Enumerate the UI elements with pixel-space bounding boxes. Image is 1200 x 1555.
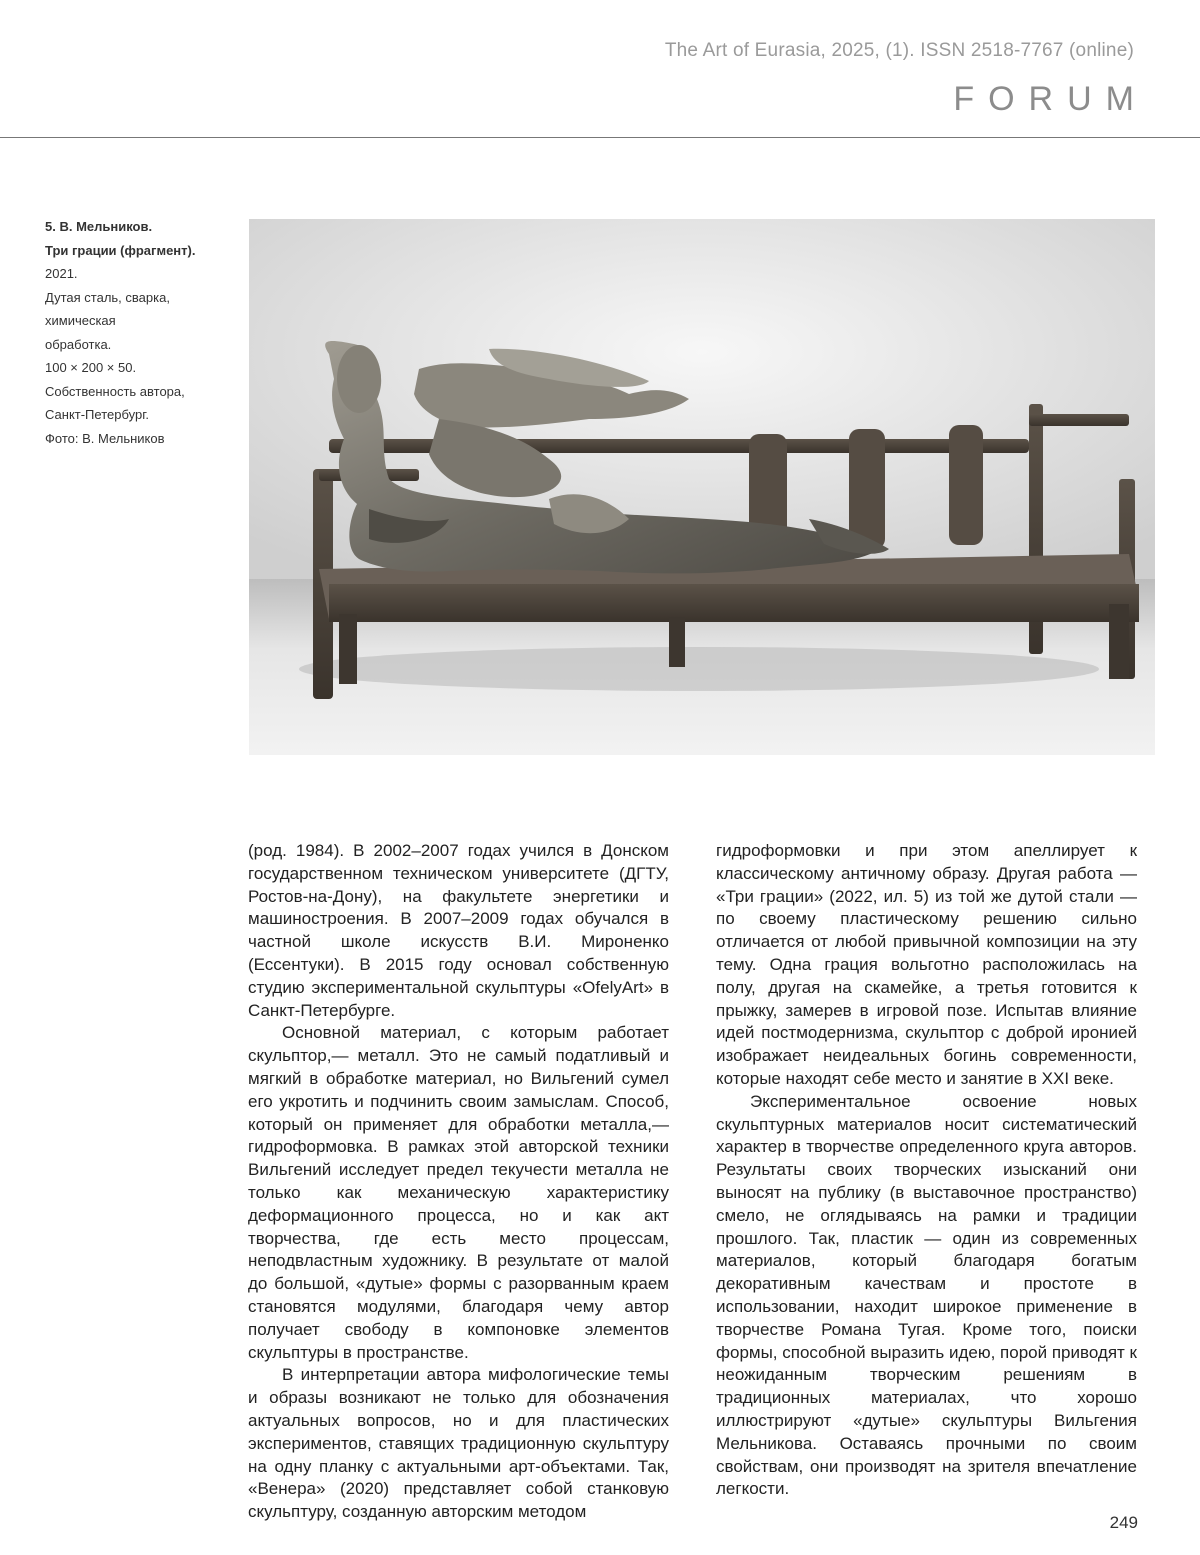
caption-dimensions: 100 × 200 × 50. <box>45 360 137 375</box>
caption-owner: Собственность автора, <box>45 383 185 399</box>
caption-material-3: обработка. <box>45 336 112 352</box>
paragraph: (род. 1984). В 2002–2007 годах учился в Донском государственном техническом университете (ДГТУ, Ростов-на-Дону), на факультете энергетики и машиностроения. В 2007–2009 годах обучался в частной школе искусств В.И. Мироненко (Ессентуки). В 2015 году основал собственную студию экспериментальной скульптуры «OfelyArt» в Санкт-Петербурге. <box>248 841 669 1020</box>
paragraph: Экспериментальное освоение новых скульптурных материалов носит систематический характер в творчестве определенного круга авторов. Результаты своих творческих изысканий они выносят на публику (в выставочное пространство) смело, не оглядываясь на рамки и традиции прошлого. Так, пластик — один из современных материалов, который благодаря богатым декоративным качествам и простоте в использовании, находит широкое применение в творчестве Романа Тугая. Кроме того, поиски формы, способной выразить идею, порой приводят к неожиданным творческим решениям в традиционных материалах, что хорошо иллюстрируют «дутые» скульптуры Вильгения Мельникова. Оставаясь прочными по своим свойствам, они производят на зрителя впечатление легкости. <box>716 1091 1137 1499</box>
caption-title: Три грации (фрагмент). <box>45 242 196 258</box>
paragraph: В интерпретации автора мифологические темы и образы возникают не только для обозначения актуальных вопросов, но и для пластических экспериментов, ставящих традиционную скульптуру на одну планку с актуальными арт-объектами. Так, «Венера» (2020) представляет собой станковую скульптуру, созданную авторским методом <box>248 1365 669 1522</box>
caption-year: 2021. <box>45 266 78 281</box>
caption-city: Санкт-Петербург. <box>45 407 149 422</box>
caption-material-2: химическая <box>45 313 116 328</box>
sculpture-photo-icon <box>249 219 1155 755</box>
sculpture-photo <box>249 219 1155 755</box>
caption-photo-credit: Фото: В. Мельников <box>45 430 165 446</box>
figure-caption <box>45 215 235 450</box>
section-title: FORUM <box>953 80 1148 118</box>
paragraph: гидроформовки и при этом апеллирует к классическому античному образу. Другая работа — «Три грации» (2022, ил. 5) из той же дутой стали — по своему пластическому решению сильно отличается от любой привычной композиции на эту тему. Одна грация вольготно расположилась на полу, другая на скамейке, а третья готовится к прыжку, замерев в игровой позе. Испытав влияние идей постмодернизма, скульптор с доброй иронией изображает неидеальных богинь современности, которые находят себе место и занятие в XXI веке. <box>716 841 1137 1088</box>
body-column-right <box>716 840 1137 1501</box>
header-divider <box>0 137 1200 138</box>
paragraph: Основной материал, с которым работает скульптор,— металл. Это не самый податливый и мягкий в обработке материал, но Вильгений сумел его укротить и подчинить своим замыслам. Способ, который он применяет для обработки металла,— гидроформовка. В рамках этой авторской техники Вильгений исследует предел текучести металла не только как механическую характеристику деформационного процесса, но и как акт творчества, где есть место процессам, неподвластным художнику. В результате от малой до большой, «дутые» формы с разорванным краем становятся модулями, благодаря чему автор получает свободу в компоновке элементов скульптуры в пространстве. <box>248 1023 669 1362</box>
journal-citation: The Art of Eurasia, 2025, (1). ISSN 2518-7767 (online) <box>664 40 1134 61</box>
page-number: 249 <box>1109 1513 1138 1532</box>
caption-material-1: Дутая сталь, сварка, <box>45 289 170 305</box>
body-column-left <box>248 840 669 1524</box>
caption-number-author: 5. В. Мельников. <box>45 219 153 234</box>
